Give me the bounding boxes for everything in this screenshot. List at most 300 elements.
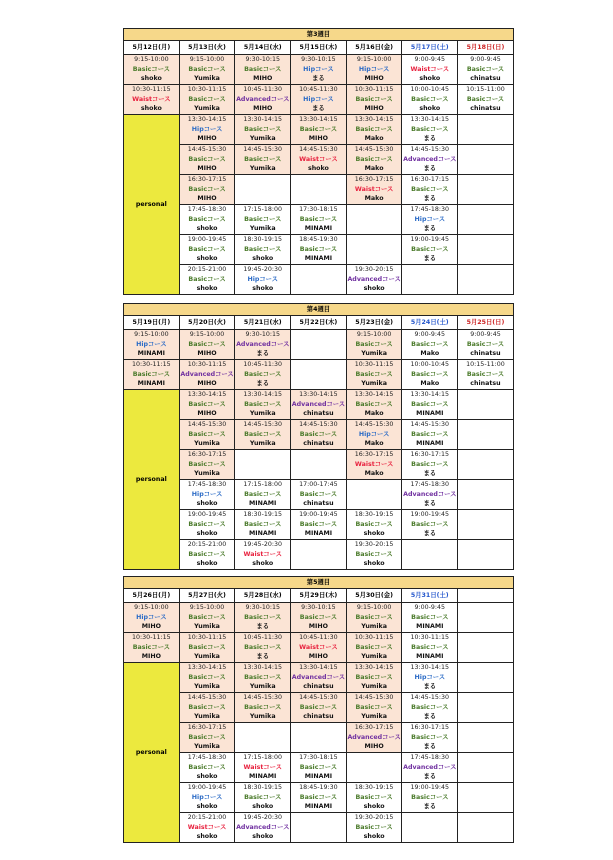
class-slot bbox=[179, 540, 235, 570]
slot-instructor: shoko bbox=[252, 285, 274, 293]
empty-slot bbox=[346, 235, 402, 265]
day-header: 5月23日(金) bbox=[346, 316, 402, 330]
class-slot bbox=[235, 235, 291, 265]
class-slot bbox=[235, 603, 291, 633]
slot-course: Hipコース bbox=[136, 613, 167, 621]
slot-course: Basicコース bbox=[466, 340, 505, 348]
empty-slot bbox=[458, 420, 514, 450]
empty-slot bbox=[458, 450, 514, 480]
slot-instructor: chinatsu bbox=[303, 500, 334, 508]
slot-time: 19:00-19:45 bbox=[187, 784, 227, 792]
slot-course: Basicコース bbox=[244, 125, 282, 133]
slot-time: 16:30-17:15 bbox=[354, 451, 394, 459]
class-slot bbox=[291, 693, 347, 723]
slot-course: Basicコース bbox=[411, 400, 449, 408]
slot-course: Basicコース bbox=[244, 155, 282, 163]
slot-course: Basicコース bbox=[188, 65, 226, 73]
empty-slot bbox=[291, 450, 347, 480]
empty-slot bbox=[346, 205, 402, 235]
slot-instructor: Yumika bbox=[249, 440, 276, 448]
day-header: 5月25日(日) bbox=[458, 316, 514, 330]
slot-instructor: MIHO bbox=[197, 165, 217, 173]
class-slot bbox=[346, 510, 402, 540]
slot-course: Basicコース bbox=[132, 370, 170, 378]
slot-course: Basicコース bbox=[411, 793, 449, 801]
slot-time: 16:30-17:15 bbox=[410, 176, 450, 184]
class-slot bbox=[235, 330, 291, 360]
slot-course: Basicコース bbox=[244, 215, 282, 223]
slot-instructor: MIHO bbox=[197, 135, 217, 143]
slot-time: 10:30-11:15 bbox=[187, 634, 227, 642]
slot-time: 13:30-14:15 bbox=[354, 116, 394, 124]
slot-instructor: Yumika bbox=[249, 410, 276, 418]
slot-instructor: まる bbox=[423, 773, 437, 781]
slot-course: Basicコース bbox=[355, 340, 393, 348]
slot-time: 18:45-19:30 bbox=[299, 236, 338, 244]
slot-instructor: MINAMI bbox=[249, 773, 277, 781]
slot-time: 9:15-10:00 bbox=[134, 56, 169, 64]
class-slot bbox=[402, 723, 458, 753]
slot-time: 16:30-17:15 bbox=[187, 451, 227, 459]
slot-course: Basicコース bbox=[411, 613, 449, 621]
slot-course: Basicコース bbox=[299, 793, 338, 801]
empty-slot bbox=[458, 723, 514, 753]
slot-instructor: MIHO bbox=[308, 623, 329, 631]
class-slot bbox=[402, 753, 458, 783]
slot-time: 13:30-14:15 bbox=[187, 664, 227, 672]
slot-course: Basicコース bbox=[355, 643, 393, 651]
class-slot bbox=[179, 390, 235, 420]
slot-time: 9:15-10:00 bbox=[189, 56, 225, 64]
slot-time: 14:45-15:30 bbox=[299, 694, 338, 702]
class-slot bbox=[291, 633, 347, 663]
class-slot bbox=[291, 603, 347, 633]
slot-course: Basicコース bbox=[355, 550, 393, 558]
empty-slot bbox=[458, 115, 514, 145]
slot-course: Advancedコース bbox=[236, 823, 290, 831]
day-header: 5月17日(土) bbox=[402, 41, 458, 55]
slot-instructor: Mako bbox=[364, 165, 384, 173]
slot-time: 19:00-19:45 bbox=[410, 236, 450, 244]
slot-instructor: MINAMI bbox=[137, 380, 166, 388]
class-slot bbox=[179, 145, 235, 175]
day-header: 5月18日(日) bbox=[458, 41, 514, 55]
empty-slot bbox=[458, 540, 514, 570]
slot-time: 9:00-9:45 bbox=[414, 56, 446, 64]
slot-time: 9:15-10:00 bbox=[356, 331, 392, 339]
class-slot bbox=[346, 540, 402, 570]
slot-course: Advancedコース bbox=[236, 340, 290, 348]
slot-time: 17:45-18:30 bbox=[187, 754, 227, 762]
empty-slot bbox=[458, 603, 514, 633]
class-slot bbox=[179, 693, 235, 723]
slot-time: 10:30-11:15 bbox=[187, 86, 227, 94]
slot-time: 14:45-15:30 bbox=[187, 146, 227, 154]
slot-instructor: chinatsu bbox=[470, 350, 501, 358]
slot-time: 9:15-10:00 bbox=[356, 56, 392, 64]
slot-instructor: Yumika bbox=[194, 470, 220, 478]
slot-instructor: MINAMI bbox=[416, 653, 444, 661]
empty-slot bbox=[235, 450, 291, 480]
class-slot bbox=[402, 330, 458, 360]
class-slot bbox=[179, 480, 235, 510]
class-slot bbox=[458, 55, 514, 85]
class-slot bbox=[124, 55, 180, 85]
class-slot bbox=[458, 360, 514, 390]
class-slot bbox=[235, 753, 291, 783]
slot-time: 14:45-15:30 bbox=[243, 694, 282, 702]
empty-slot bbox=[458, 205, 514, 235]
slot-instructor: MIHO bbox=[308, 135, 329, 143]
class-slot bbox=[235, 663, 291, 693]
slot-instructor: MINAMI bbox=[304, 225, 333, 233]
class-slot bbox=[458, 330, 514, 360]
slot-time: 9:30-10:15 bbox=[245, 604, 280, 612]
slot-course: Basicコース bbox=[355, 613, 393, 621]
empty-slot bbox=[291, 265, 347, 295]
slot-time: 19:00-19:45 bbox=[299, 511, 338, 519]
slot-course: Basicコース bbox=[188, 520, 226, 528]
slot-time: 10:30-11:15 bbox=[354, 361, 394, 369]
slot-time: 17:45-18:30 bbox=[410, 754, 450, 762]
slot-time: 19:45-20:30 bbox=[243, 266, 282, 274]
class-slot bbox=[402, 693, 458, 723]
slot-course: Basicコース bbox=[188, 155, 226, 163]
slot-course: Hipコース bbox=[303, 65, 334, 73]
slot-instructor: chinatsu bbox=[470, 380, 501, 388]
slot-time: 13:30-14:15 bbox=[299, 116, 338, 124]
slot-course: Basicコース bbox=[299, 763, 338, 771]
slot-course: Basicコース bbox=[355, 400, 393, 408]
slot-instructor: まる bbox=[312, 75, 325, 83]
class-slot bbox=[346, 330, 402, 360]
slot-course: Basicコース bbox=[244, 430, 282, 438]
class-slot bbox=[458, 85, 514, 115]
slot-instructor: MINAMI bbox=[304, 803, 333, 811]
personal-label: personal bbox=[124, 663, 180, 843]
slot-course: Waistコース bbox=[410, 65, 450, 73]
slot-course: Hipコース bbox=[136, 340, 167, 348]
slot-instructor: Mako bbox=[364, 195, 384, 203]
slot-time: 17:15-18:00 bbox=[243, 754, 282, 762]
slot-course: Basicコース bbox=[244, 65, 282, 73]
slot-time: 10:45-11:30 bbox=[243, 361, 282, 369]
slot-course: Basicコース bbox=[355, 520, 393, 528]
slot-course: Basicコース bbox=[132, 65, 170, 73]
slot-instructor: MIHO bbox=[364, 75, 384, 83]
class-slot bbox=[235, 145, 291, 175]
slot-instructor: MINAMI bbox=[304, 773, 333, 781]
class-slot bbox=[235, 390, 291, 420]
empty-slot bbox=[346, 753, 402, 783]
slot-time: 16:30-17:15 bbox=[354, 176, 394, 184]
slot-course: Basicコース bbox=[188, 733, 226, 741]
day-header: 5月28日(水) bbox=[235, 589, 291, 603]
slot-course: Hipコース bbox=[414, 215, 446, 223]
slot-course: Basicコース bbox=[188, 673, 226, 681]
class-slot bbox=[346, 633, 402, 663]
class-slot bbox=[402, 55, 458, 85]
class-slot bbox=[402, 783, 458, 813]
class-slot bbox=[402, 480, 458, 510]
empty-slot bbox=[458, 265, 514, 295]
slot-instructor: shoko bbox=[363, 530, 385, 538]
slot-course: Basicコース bbox=[355, 703, 393, 711]
slot-time: 16:30-17:15 bbox=[187, 176, 227, 184]
slot-course: Basicコース bbox=[244, 400, 282, 408]
class-slot bbox=[179, 663, 235, 693]
day-header: 5月20日(火) bbox=[179, 316, 235, 330]
slot-course: Basicコース bbox=[244, 643, 282, 651]
slot-instructor: shoko bbox=[307, 165, 329, 173]
class-slot bbox=[235, 540, 291, 570]
slot-course: Basicコース bbox=[466, 370, 505, 378]
slot-instructor: shoko bbox=[363, 560, 385, 568]
slot-instructor: Yumika bbox=[249, 135, 276, 143]
slot-time: 17:00-17:45 bbox=[299, 481, 338, 489]
class-slot bbox=[346, 55, 402, 85]
slot-course: Advancedコース bbox=[236, 95, 290, 103]
slot-instructor: Yumika bbox=[249, 683, 276, 691]
class-slot bbox=[291, 663, 347, 693]
slot-course: Basicコース bbox=[244, 520, 282, 528]
slot-time: 10:30-11:15 bbox=[187, 361, 227, 369]
slot-course: Hipコース bbox=[414, 673, 446, 681]
class-slot bbox=[402, 450, 458, 480]
slot-course: Basicコース bbox=[244, 703, 282, 711]
class-slot bbox=[235, 85, 291, 115]
slot-course: Basicコース bbox=[244, 793, 282, 801]
class-slot bbox=[291, 390, 347, 420]
slot-course: Basicコース bbox=[411, 520, 449, 528]
class-slot bbox=[179, 420, 235, 450]
slot-time: 9:00-9:45 bbox=[470, 331, 501, 339]
empty-slot bbox=[458, 145, 514, 175]
slot-time: 19:00-19:45 bbox=[187, 236, 227, 244]
slot-time: 14:45-15:30 bbox=[243, 146, 282, 154]
class-slot bbox=[235, 55, 291, 85]
slot-instructor: MINAMI bbox=[304, 255, 333, 263]
class-slot bbox=[179, 175, 235, 205]
slot-time: 20:15-21:00 bbox=[187, 266, 227, 274]
empty-slot bbox=[458, 633, 514, 663]
day-header: 5月13日(火) bbox=[179, 41, 235, 55]
class-slot bbox=[346, 420, 402, 450]
empty-slot bbox=[291, 360, 347, 390]
slot-course: Advancedコース bbox=[403, 155, 457, 163]
slot-instructor: まる bbox=[423, 165, 437, 173]
slot-instructor: shoko bbox=[196, 803, 218, 811]
empty-slot bbox=[458, 175, 514, 205]
slot-time: 14:45-15:30 bbox=[410, 146, 450, 154]
class-slot bbox=[402, 175, 458, 205]
class-slot bbox=[291, 115, 347, 145]
slot-course: Basicコース bbox=[411, 703, 449, 711]
class-slot bbox=[291, 235, 347, 265]
class-slot bbox=[235, 115, 291, 145]
class-slot bbox=[179, 510, 235, 540]
slot-course: Basicコース bbox=[299, 245, 338, 253]
slot-time: 10:45-11:30 bbox=[243, 86, 282, 94]
class-slot bbox=[291, 205, 347, 235]
class-slot bbox=[402, 663, 458, 693]
slot-time: 10:30-11:15 bbox=[410, 634, 450, 642]
slot-instructor: MIHO bbox=[197, 350, 217, 358]
week-table bbox=[123, 576, 514, 843]
empty-slot bbox=[291, 723, 347, 753]
slot-course: Basicコース bbox=[188, 275, 226, 283]
slot-course: Hipコース bbox=[191, 793, 223, 801]
slot-time: 16:30-17:15 bbox=[410, 451, 450, 459]
slot-course: Basicコース bbox=[299, 125, 338, 133]
slot-course: Basicコース bbox=[188, 550, 226, 558]
class-slot bbox=[291, 85, 347, 115]
empty-slot bbox=[458, 390, 514, 420]
slot-course: Basicコース bbox=[355, 95, 393, 103]
slot-instructor: まる bbox=[423, 743, 437, 751]
class-slot bbox=[179, 205, 235, 235]
slot-time: 19:45-20:30 bbox=[243, 814, 282, 822]
empty-slot bbox=[235, 723, 291, 753]
slot-time: 19:30-20:15 bbox=[354, 266, 394, 274]
slot-instructor: shoko bbox=[196, 773, 218, 781]
slot-time: 13:30-14:15 bbox=[243, 664, 282, 672]
slot-instructor: shoko bbox=[252, 255, 274, 263]
slot-course: Basicコース bbox=[299, 703, 338, 711]
slot-course: Basicコース bbox=[411, 460, 449, 468]
empty-slot bbox=[458, 693, 514, 723]
class-slot bbox=[124, 330, 180, 360]
slot-instructor: MIHO bbox=[364, 743, 384, 751]
slot-time: 10:45-11:30 bbox=[299, 634, 338, 642]
slot-time: 19:30-20:15 bbox=[354, 814, 394, 822]
slot-instructor: Yumika bbox=[361, 713, 387, 721]
slot-course: Basicコース bbox=[188, 763, 226, 771]
slot-instructor: shoko bbox=[363, 803, 385, 811]
slot-course: Hipコース bbox=[358, 65, 390, 73]
slot-time: 19:00-19:45 bbox=[187, 511, 227, 519]
class-slot bbox=[402, 145, 458, 175]
slot-course: Basicコース bbox=[466, 95, 505, 103]
slot-time: 10:30-11:15 bbox=[132, 86, 171, 94]
slot-time: 16:30-17:15 bbox=[410, 724, 450, 732]
slot-time: 10:45-11:30 bbox=[299, 86, 338, 94]
class-slot bbox=[235, 265, 291, 295]
slot-course: Basicコース bbox=[188, 703, 226, 711]
class-slot bbox=[402, 115, 458, 145]
slot-instructor: chinatsu bbox=[470, 75, 501, 83]
empty-slot bbox=[346, 480, 402, 510]
slot-course: Basicコース bbox=[411, 430, 449, 438]
slot-course: Basicコース bbox=[355, 793, 393, 801]
slot-course: Basicコース bbox=[244, 490, 282, 498]
slot-course: Advancedコース bbox=[180, 370, 234, 378]
slot-time: 17:30-18:15 bbox=[299, 206, 338, 214]
empty-slot bbox=[402, 540, 458, 570]
class-slot bbox=[179, 723, 235, 753]
slot-course: Hipコース bbox=[303, 95, 334, 103]
class-slot bbox=[235, 813, 291, 843]
slot-course: Basicコース bbox=[411, 733, 449, 741]
class-slot bbox=[179, 330, 235, 360]
slot-course: Basicコース bbox=[188, 215, 226, 223]
empty-slot bbox=[402, 813, 458, 843]
day-header: 5月27日(火) bbox=[179, 589, 235, 603]
empty-slot bbox=[458, 663, 514, 693]
slot-instructor: MIHO bbox=[308, 653, 329, 661]
slot-time: 13:30-14:15 bbox=[299, 664, 338, 672]
slot-instructor: Mako bbox=[420, 380, 440, 388]
slot-course: Basicコース bbox=[188, 643, 226, 651]
slot-course: Waistコース bbox=[299, 643, 338, 651]
slot-instructor: shoko bbox=[196, 530, 218, 538]
class-slot bbox=[235, 480, 291, 510]
week-title: 第4週目 bbox=[124, 304, 514, 316]
slot-time: 18:45-19:30 bbox=[299, 784, 338, 792]
slot-time: 9:15-10:00 bbox=[356, 604, 392, 612]
slot-time: 9:30-10:15 bbox=[301, 604, 336, 612]
empty-slot bbox=[458, 235, 514, 265]
empty-slot bbox=[402, 265, 458, 295]
slot-time: 13:30-14:15 bbox=[243, 391, 282, 399]
class-slot bbox=[179, 753, 235, 783]
slot-time: 13:30-14:15 bbox=[187, 391, 227, 399]
slot-course: Basicコース bbox=[188, 400, 226, 408]
slot-course: Basicコース bbox=[299, 215, 338, 223]
slot-time: 10:15-11:00 bbox=[466, 361, 505, 369]
slot-course: Hipコース bbox=[191, 490, 223, 498]
slot-instructor: Yumika bbox=[249, 165, 276, 173]
slot-course: Basicコース bbox=[188, 340, 226, 348]
class-slot bbox=[346, 145, 402, 175]
slot-instructor: Mako bbox=[364, 135, 384, 143]
slot-instructor: shoko bbox=[140, 105, 162, 113]
slot-course: Basicコース bbox=[411, 340, 449, 348]
slot-course: Basicコース bbox=[188, 95, 226, 103]
class-slot bbox=[346, 603, 402, 633]
slot-course: Basicコース bbox=[188, 460, 226, 468]
day-header: 5月19日(月) bbox=[124, 316, 180, 330]
slot-time: 13:30-14:15 bbox=[410, 664, 450, 672]
class-slot bbox=[402, 360, 458, 390]
slot-course: Basicコース bbox=[355, 125, 393, 133]
slot-time: 16:30-17:15 bbox=[187, 724, 227, 732]
slot-instructor: Yumika bbox=[361, 350, 387, 358]
slot-time: 17:45-18:30 bbox=[410, 481, 450, 489]
class-slot bbox=[179, 360, 235, 390]
slot-course: Basicコース bbox=[411, 95, 449, 103]
class-slot bbox=[124, 360, 180, 390]
slot-time: 10:30-11:15 bbox=[132, 361, 171, 369]
slot-time: 9:30-10:15 bbox=[301, 56, 336, 64]
slot-time: 13:30-14:15 bbox=[187, 116, 227, 124]
class-slot bbox=[346, 85, 402, 115]
slot-course: Basicコース bbox=[299, 490, 338, 498]
empty-slot bbox=[458, 480, 514, 510]
class-slot bbox=[179, 450, 235, 480]
slot-time: 18:30-19:15 bbox=[243, 511, 282, 519]
slot-instructor: chinatsu bbox=[303, 683, 334, 691]
slot-course: Advancedコース bbox=[347, 733, 401, 741]
slot-instructor: shoko bbox=[196, 500, 218, 508]
slot-time: 20:15-21:00 bbox=[187, 814, 227, 822]
slot-instructor: まる bbox=[256, 350, 270, 358]
week-title: 第3週目 bbox=[124, 29, 514, 41]
slot-instructor: MIHO bbox=[253, 105, 273, 113]
slot-instructor: Yumika bbox=[361, 683, 387, 691]
empty-slot bbox=[291, 330, 347, 360]
class-slot bbox=[179, 603, 235, 633]
